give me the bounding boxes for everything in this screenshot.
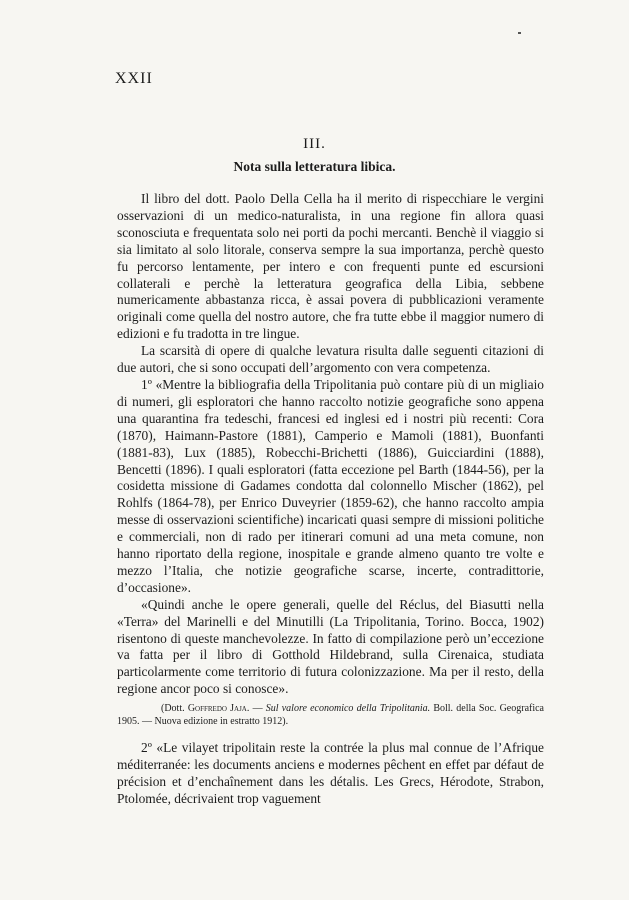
ref-rest: Boll. della Soc. Geografica 1905. — Nuova edizione in estratto 1912). [117, 703, 544, 727]
ref-title: Sul valore economico della Tripolitania. [265, 703, 431, 714]
body-text [117, 191, 544, 698]
ref-prefix: (Dott. [161, 703, 185, 714]
paragraph-french-quote: 2º «Le vilayet tripolitain reste la contrée la plus mal connue de l’Afrique méditerranée: les documents anciens e modernes pêchent en effet par défaut de précision et d’enchaînement dans les détalis. Les Grecs, Hérodote, Strabon, Ptolomée, décrivaient trop vaguement [117, 740, 544, 806]
paragraph-quote-2: «Quindi anche le opere generali, quelle del Réclus, del Biasutti nella «Terra» del Marinelli e del Minutilli (La Tripolitania, Torino. Bocca, 1902) risentono di queste manchevolezze. In fatto di compilazione però un’eccezione va fatta per il libro di Gotthold Hildebrand, sulla Cirenaica, studiata particolarmente come territorio di futura colonizzazione. Ma per il resto, della regione ancor poco si conosce». [117, 596, 544, 697]
scan-speck [518, 32, 521, 34]
paragraph-quote-1: 1º «Mentre la bibliografia della Tripolitania può contare più di un migliaio di numeri, gli esploratori che hanno raccolto notizie geografiche sono appena una quarantina fra tedeschi, francesi ed inglesi ed i nostri più recenti: Cora (1870), Haimann-Pastore (1881), Camperio e Mamoli (1881), Buonfanti (1881-83), Lux (1885), Robecchi-Brichetti (1886), Guicciardini (1888), Bencetti (1896). I quali esploratori (fatta eccezione pel Barth (1844-56), per la cosidetta missione di Gadames condotta dal colonnello Mischer (1862), pel Rohlfs (1864-78), per Enrico Duveyrier (1859-62), che hanno raccolto ampia messe di osservazioni scientifiche) incaricati quasi sempre di missioni politiche e commerciali, non di rado per itinerari comuni ad una meta comune, non hanno riportato della regione, inospitale e grande almeno quanto tre volte e mezzo l’Italia, che notizie geografiche scarse, incerte, contradittorie, d’occasione». [117, 376, 544, 595]
ref-dash: — [252, 703, 263, 714]
page-number: XXII [115, 70, 153, 87]
paragraph-scarcity: La scarsità di opere di qualche levatura risulta dalle seguenti citazioni di due autori, che si sono occupati dell’argomento con vera competenza. [117, 343, 544, 376]
section-title: Nota sulla letteratura libica. [233, 159, 396, 174]
ref-author: Goffredo Jaja. [187, 703, 250, 714]
paragraph-intro: Il libro del dott. Paolo Della Cella ha il merito di rispecchiare le vergini osservazioni di un medico-naturalista, in una regione fin allora quasi sconosciuta e frequentata solo nei porti da pochi mercanti. Benchè il viaggio si sia limitato al solo litorale, conserva sempre la sua importanza, perchè questo fu percorso lentamente, per intero e con frequenti punte ed escursioni collaterali e perchè la letteratura geografica della Libia, sebbene numericamente abbastanza ricca, è assai povera di pubblicazioni veramente originali come quella del nostro autore, che fra tutte ebbe il maggior numero di edizioni e fu tradotta in tre lingue. [117, 191, 544, 342]
section-number: III. [303, 136, 326, 152]
reference-citation [117, 702, 544, 728]
body-text-french [117, 740, 544, 808]
